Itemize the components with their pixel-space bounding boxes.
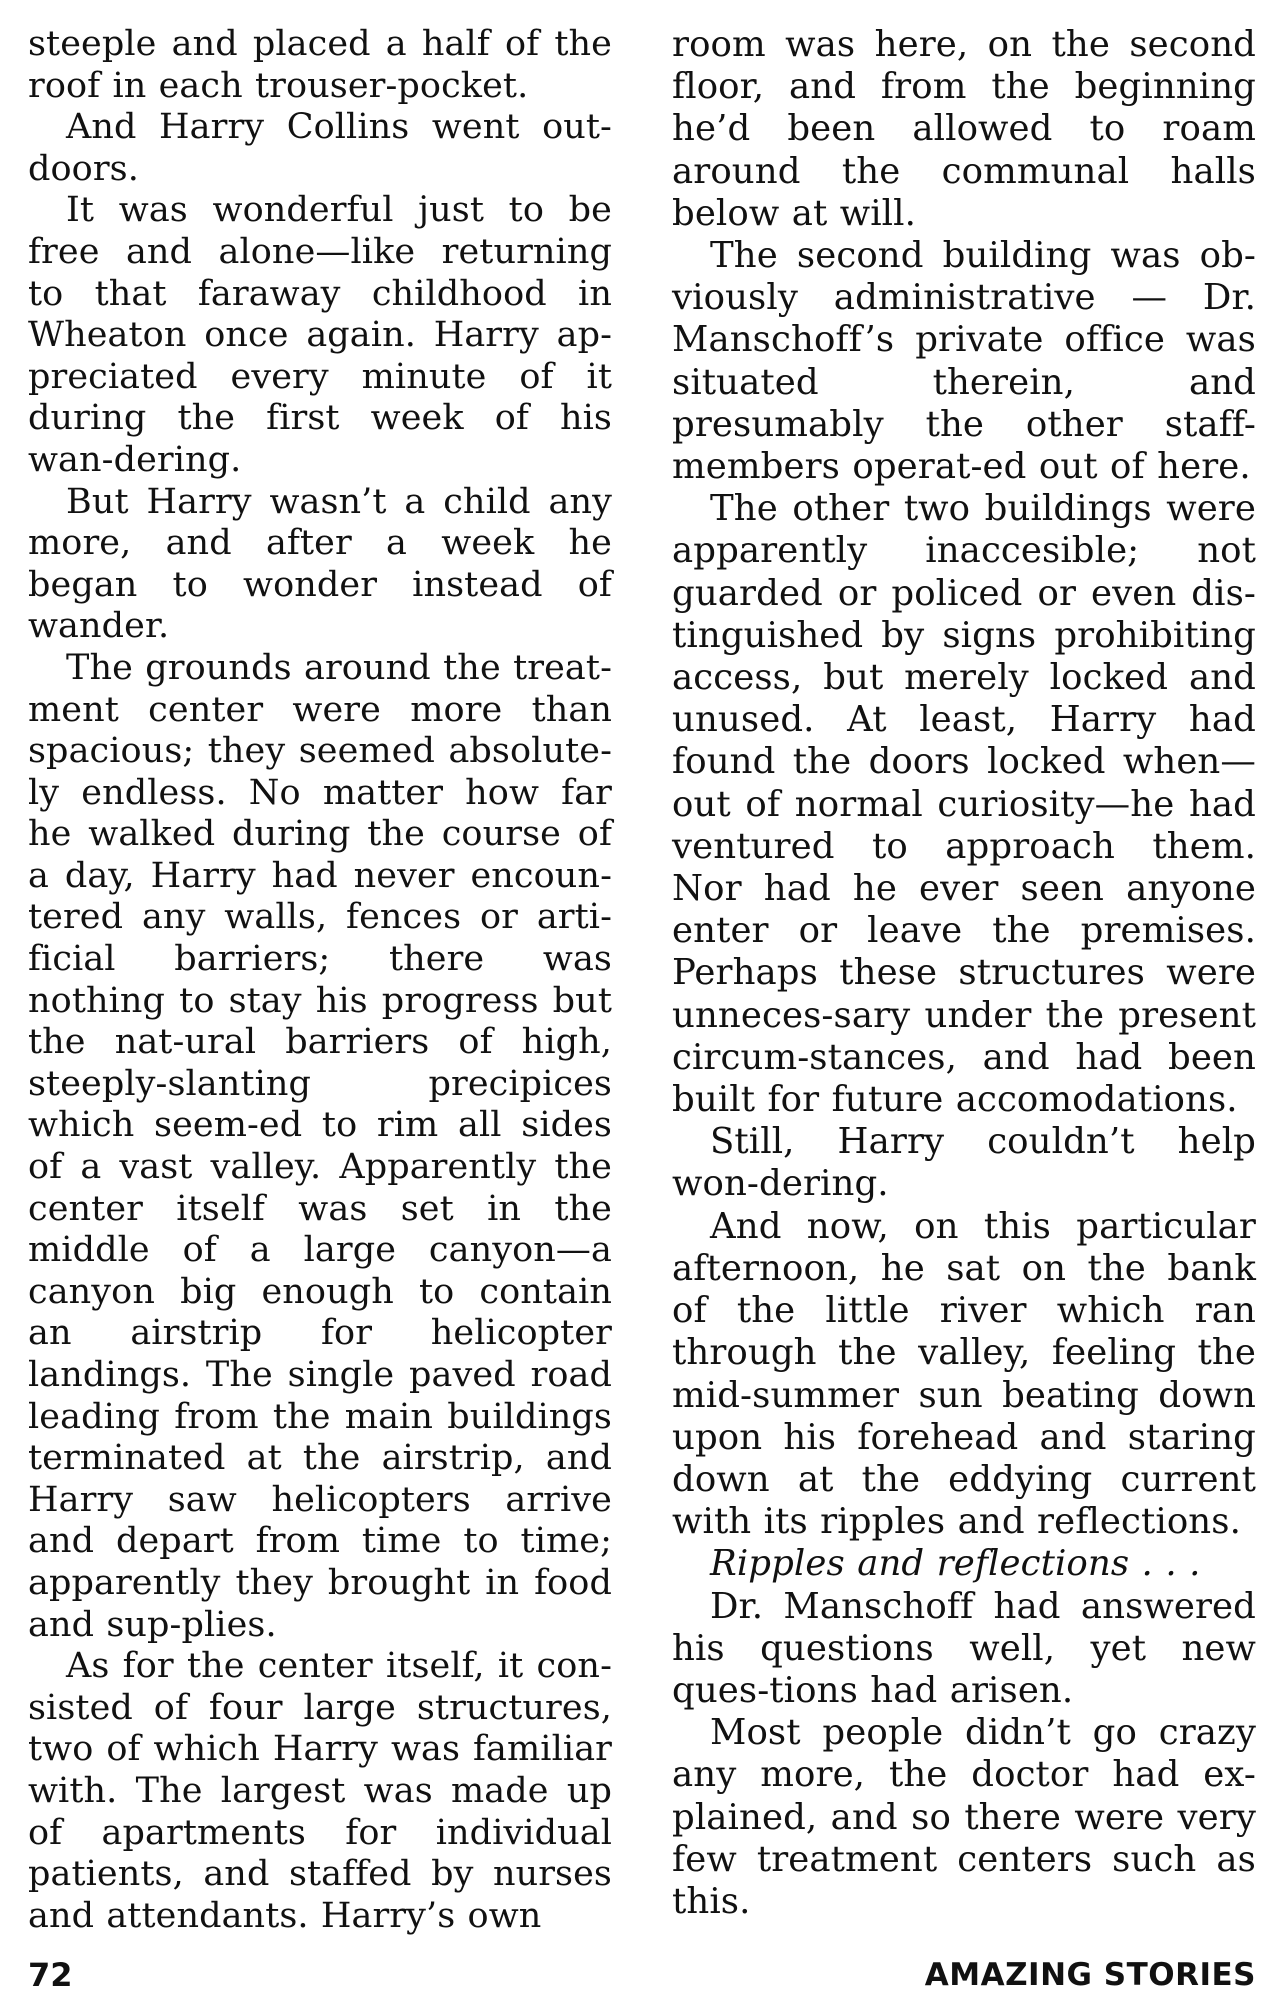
paragraph: And Harry Collins went out-doors. — [28, 107, 612, 189]
paragraph: As for the center itself, it con-sisted of four large structures, two of which Harry was familiar with. The largest was made up of apartments for individual patients, and staffed by nurses and attendants. Harry’s own — [28, 1646, 612, 1936]
paragraph: It was wonderful just to be free and alone—like returning to that faraway childhood in Wheaton once again. Harry ap-preciated every minute of it during the first week of his wan-dering. — [28, 190, 612, 480]
running-footer-title: AMAZING STORIES — [924, 1957, 1256, 1993]
paragraph: Most people didn’t go crazy any more, the doctor had ex-plained, and so there were very few treatment centers such as this. — [672, 1712, 1256, 1922]
paragraph-italic: Ripples and reflections . . . — [710, 1543, 1201, 1585]
text-column-left — [28, 24, 612, 1937]
paragraph: And now, on this particular afternoon, he sat on the bank of the little river which ran through the valley, feeling the mid-summer sun beating down upon his forehead and staring down at the eddying current with its ripples and reflections. — [672, 1205, 1256, 1543]
page-footer — [28, 1955, 1256, 2003]
paragraph: Dr. Manschoff had answered his questions well, yet new ques-tions had arisen. — [672, 1585, 1256, 1711]
paragraph: The other two buildings were apparently inaccesible; not guarded or policed or even dis-tinguished by signs prohibiting access, but merely locked and unused. At least, Harry had found the doors locked when—out of normal curiosity—he had ventured to approach them. Nor had he ever seen anyone enter or leave the premises. Perhaps these structures were unneces-sary under the present circum-stances, and had been built for future accomodations. — [672, 488, 1256, 1121]
page-number: 72 — [28, 1956, 73, 1994]
paragraph: But Harry wasn’t a child any more, and after a week he began to wonder instead of wander. — [28, 481, 612, 647]
paragraph: The second building was ob-viously administrative — Dr. Manschoff’s private office was situated therein, and presumably the other staff-members operat-ed out of here. — [672, 235, 1256, 488]
text-column-right — [672, 24, 1256, 1923]
paragraph: steeple and placed a half of the roof in each trouser-pocket. — [28, 24, 612, 106]
paragraph: room was here, on the second floor, and from the beginning he’d been allowed to roam around the communal halls below at will. — [672, 24, 1256, 234]
paragraph: The grounds around the treat-ment center were more than spacious; they seemed absolute-ly endless. No matter how far he walked during the course of a day, Harry had never encoun-tered any walls, fences or arti-ficial barriers; there was nothing to stay his progress but the nat-ural barriers of high, steeply-slanting precipices which seem-ed to rim all sides of a vast valley. Apparently the center itself was set in the middle of a large canyon—a canyon big enough to contain an airstrip for helicopter landings. The single paved road leading from the main buildings terminated at the airstrip, and Harry saw helicopters arrive and depart from time to time; apparently they brought in food and sup-plies. — [28, 647, 612, 1645]
paragraph: Still, Harry couldn’t help won-dering. — [672, 1121, 1256, 1205]
